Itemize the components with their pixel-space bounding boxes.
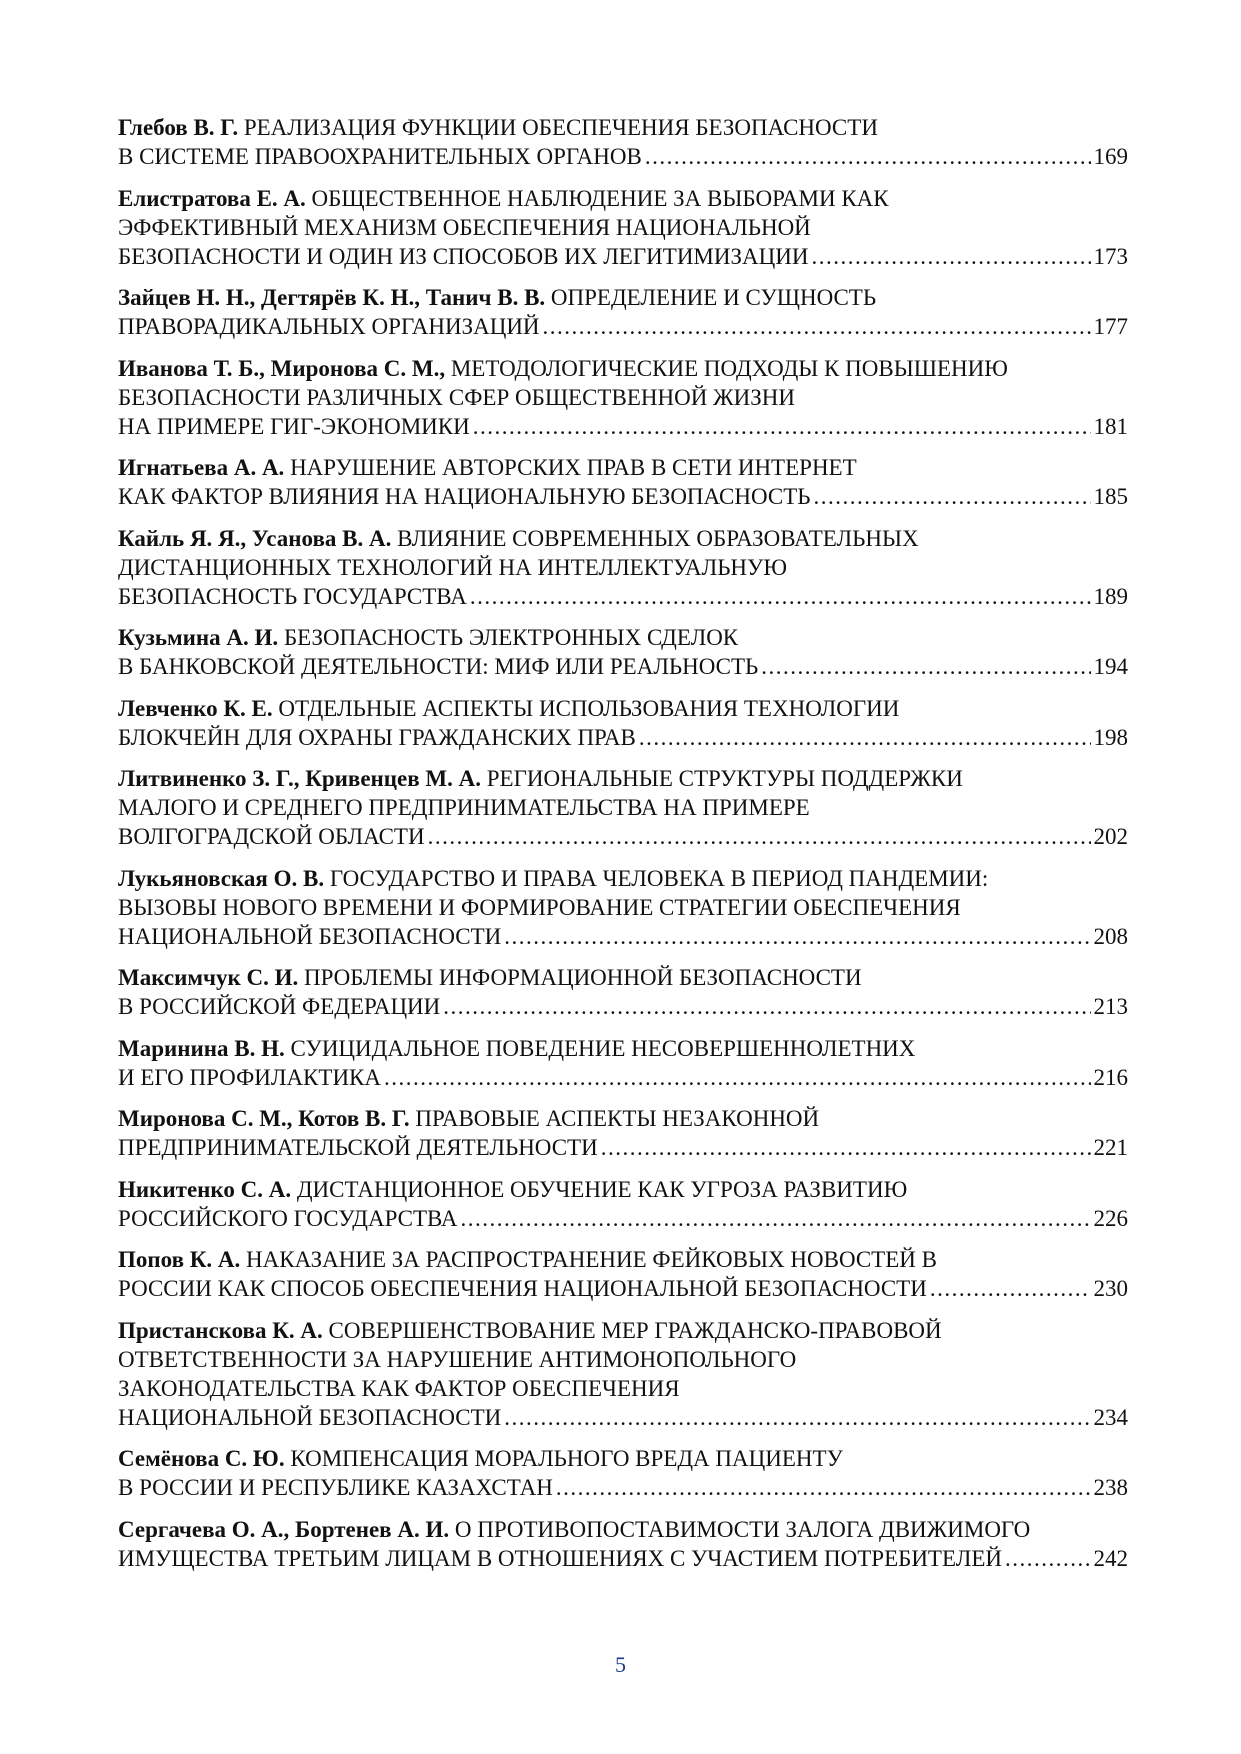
toc-entry-text — [118, 142, 642, 171]
toc-entry-page: 216 — [1093, 1064, 1128, 1090]
toc-entry-line — [118, 1034, 1128, 1063]
toc-entry-title: ОТДЕЛЬНЫЕ АСПЕКТЫ ИСПОЛЬЗОВАНИЯ ТЕХНОЛОГИИ — [278, 695, 900, 721]
toc-entry — [118, 694, 1128, 752]
toc-entry-page: 181 — [1093, 413, 1128, 439]
toc-entry-page: 189 — [1093, 583, 1128, 609]
toc-entry-line — [118, 1515, 1128, 1544]
toc-entry-last-line — [118, 822, 1128, 851]
toc-entry-line — [118, 453, 1128, 482]
toc-entry-last-line — [118, 1403, 1128, 1432]
toc-entry-title: В РОССИИ И РЕСПУБЛИКЕ КАЗАХСТАН — [118, 1475, 553, 1500]
table-of-contents — [118, 113, 1128, 1585]
toc-entry-text — [118, 356, 1008, 381]
toc-entry-page: 177 — [1093, 314, 1128, 339]
toc-entry-last-line — [118, 312, 1128, 341]
dot-leader — [428, 822, 1091, 851]
dot-leader — [556, 1473, 1091, 1502]
dot-leader — [443, 992, 1090, 1021]
toc-entry-title: И ЕГО ПРОФИЛАКТИКА — [118, 1064, 382, 1090]
toc-entry-text — [118, 555, 787, 580]
toc-entry-text — [118, 1446, 843, 1471]
dot-leader — [1005, 1544, 1091, 1573]
toc-entry-last-line — [118, 1544, 1128, 1573]
toc-entry — [118, 1104, 1128, 1162]
dot-leader — [811, 242, 1090, 271]
toc-entry-page: 234 — [1093, 1404, 1128, 1430]
toc-entry-page: 242 — [1093, 1545, 1128, 1571]
toc-entry-title: БЕЗОПАСНОСТЬ ЭЛЕКТРОННЫХ СДЕЛОК — [283, 625, 739, 650]
toc-entry-title: НАЦИОНАЛЬНОЙ БЕЗОПАСНОСТИ — [118, 923, 502, 949]
toc-entry-title: РЕАЛИЗАЦИЯ ФУНКЦИИ ОБЕСПЕЧЕНИЯ БЕЗОПАСНОСТИ — [243, 115, 878, 140]
toc-entry-last-line — [118, 1204, 1128, 1233]
dot-leader — [473, 412, 1091, 441]
toc-entry-line — [118, 213, 1128, 242]
page-number: 5 — [615, 1652, 626, 1677]
toc-entry-text — [118, 455, 857, 480]
toc-entry-title: ЭФФЕКТИВНЫЙ МЕХАНИЗМ ОБЕСПЕЧЕНИЯ НАЦИОНАЛЬНОЙ — [118, 214, 811, 240]
toc-entry-last-line — [118, 652, 1128, 681]
toc-entry-text — [118, 1177, 907, 1202]
toc-entry-authors: Маринина В. Н. — [118, 1035, 285, 1061]
dot-leader — [504, 1403, 1090, 1432]
toc-entry-title: НА ПРИМЕРЕ ГИГ-ЭКОНОМИКИ — [118, 413, 470, 439]
toc-entry-last-line — [118, 1473, 1128, 1502]
toc-entry-title: СУИЦИДАЛЬНОЕ ПОВЕДЕНИЕ НЕСОВЕРШЕННОЛЕТНИХ — [290, 1035, 916, 1061]
toc-entry-page: 169 — [1093, 144, 1128, 169]
toc-entry-authors: Пристанскова К. А. — [118, 1317, 323, 1343]
toc-entry — [118, 453, 1128, 511]
toc-entry-text — [118, 866, 988, 891]
toc-entry — [118, 1316, 1128, 1432]
toc-entry-text — [118, 1133, 598, 1162]
toc-entry-text — [118, 1544, 1002, 1573]
toc-entry-text — [118, 1376, 680, 1401]
toc-entry-title: ЗАКОНОДАТЕЛЬСТВА КАК ФАКТОР ОБЕСПЕЧЕНИЯ — [118, 1375, 680, 1401]
toc-entry-authors: Сергачева О. А., Бортенев А. И. — [118, 1516, 450, 1542]
toc-entry-title: ПРЕДПРИНИМАТЕЛЬСКОЙ ДЕЯТЕЛЬНОСТИ — [118, 1135, 598, 1160]
toc-entry — [118, 764, 1128, 851]
toc-entry-last-line — [118, 412, 1128, 441]
toc-entry-text — [118, 482, 810, 511]
toc-entry — [118, 113, 1128, 171]
toc-entry-text — [118, 1517, 1030, 1542]
toc-entry-last-line — [118, 922, 1128, 951]
dot-leader — [470, 582, 1091, 611]
dot-leader — [384, 1063, 1090, 1092]
toc-entry-text — [118, 242, 808, 271]
toc-entry-text — [118, 582, 467, 611]
toc-entry-text — [118, 992, 440, 1021]
toc-entry-title: ОПРЕДЕЛЕНИЕ И СУЩНОСТЬ — [550, 285, 877, 310]
toc-entry-text — [118, 965, 862, 990]
toc-entry-line — [118, 283, 1128, 312]
toc-entry-text — [118, 1403, 501, 1432]
toc-entry-title: В БАНКОВСКОЙ ДЕЯТЕЛЬНОСТИ: МИФ ИЛИ РЕАЛЬНОСТЬ — [118, 654, 759, 679]
toc-entry-line — [118, 1175, 1128, 1204]
toc-entry-last-line — [118, 582, 1128, 611]
toc-entry-title: ГОСУДАРСТВО И ПРАВА ЧЕЛОВЕКА В ПЕРИОД ПАНДЕМИИ: — [329, 865, 989, 891]
toc-entry — [118, 1515, 1128, 1573]
toc-entry-line — [118, 1104, 1128, 1133]
toc-entry-page: 173 — [1093, 243, 1128, 269]
toc-entry-title: В СИСТЕМЕ ПРАВООХРАНИТЕЛЬНЫХ ОРГАНОВ — [118, 144, 642, 169]
toc-entry — [118, 963, 1128, 1021]
toc-entry-authors: Попов К. А. — [118, 1247, 241, 1272]
toc-entry-last-line — [118, 992, 1128, 1021]
dot-leader — [761, 652, 1090, 681]
toc-entry-line — [118, 1245, 1128, 1274]
toc-entry — [118, 354, 1128, 441]
toc-entry-text — [118, 696, 899, 721]
toc-entry — [118, 1245, 1128, 1303]
toc-entry-title: НАКАЗАНИЕ ЗА РАСПРОСТРАНЕНИЕ ФЕЙКОВЫХ НОВОСТЕЙ В — [246, 1247, 937, 1272]
toc-entry-last-line — [118, 242, 1128, 271]
toc-entry-authors: Кузьмина А. И. — [118, 625, 279, 650]
toc-entry-title: ВЛИЯНИЕ СОВРЕМЕННЫХ ОБРАЗОВАТЕЛЬНЫХ — [397, 525, 919, 551]
toc-entry-title: КАК ФАКТОР ВЛИЯНИЯ НА НАЦИОНАЛЬНУЮ БЕЗОПАСНОСТЬ — [118, 484, 811, 509]
toc-entry-title: БЕЗОПАСНОСТИ РАЗЛИЧНЫХ СФЕР ОБЩЕСТВЕННОЙ ЖИЗНИ — [118, 384, 796, 410]
toc-entry-authors: Левченко К. Е. — [118, 695, 273, 721]
toc-entry-line — [118, 694, 1128, 723]
toc-entry-text — [118, 1473, 553, 1502]
toc-entry-text — [118, 526, 919, 551]
toc-entry-line — [118, 764, 1128, 793]
toc-entry-text — [118, 285, 876, 310]
toc-entry-title: ИМУЩЕСТВА ТРЕТЬИМ ЛИЦАМ В ОТНОШЕНИЯХ С УЧАСТИЕМ ПОТРЕБИТЕЛЕЙ — [118, 1545, 1002, 1571]
toc-entry-text — [118, 822, 425, 851]
toc-entry-authors: Иванова Т. Б., Миронова С. М., — [118, 355, 446, 381]
toc-entry-last-line — [118, 1063, 1128, 1092]
toc-entry-title: ПРАВОРАДИКАЛЬНЫХ ОРГАНИЗАЦИЙ — [118, 314, 540, 339]
toc-entry-title: ВЫЗОВЫ НОВОГО ВРЕМЕНИ И ФОРМИРОВАНИЕ СТРАТЕГИИ ОБЕСПЕЧЕНИЯ — [118, 894, 961, 920]
toc-entry-title: В РОССИЙСКОЙ ФЕДЕРАЦИИ — [118, 994, 441, 1019]
toc-entry-page: 202 — [1093, 824, 1128, 849]
toc-entry-title: ДИСТАНЦИОННОЕ ОБУЧЕНИЕ КАК УГРОЗА РАЗВИТИЮ — [296, 1176, 908, 1202]
toc-entry-text — [118, 115, 878, 140]
toc-entry-text — [118, 186, 889, 211]
toc-entry-text — [118, 625, 738, 650]
toc-entry — [118, 524, 1128, 611]
toc-entry-authors: Глебов В. Г. — [118, 115, 239, 140]
toc-entry-title: ПРАВОВЫЕ АСПЕКТЫ НЕЗАКОННОЙ — [415, 1106, 820, 1131]
toc-entry-text — [118, 1347, 796, 1372]
toc-entry-last-line — [118, 142, 1128, 171]
toc-entry-line — [118, 623, 1128, 652]
toc-entry-text — [118, 1036, 915, 1061]
toc-entry-page: 194 — [1093, 654, 1128, 679]
toc-entry-text — [118, 895, 961, 920]
toc-entry — [118, 1034, 1128, 1092]
toc-entry-page: 213 — [1093, 994, 1128, 1019]
toc-entry — [118, 1444, 1128, 1502]
toc-entry-title: МЕТОДОЛОГИЧЕСКИЕ ПОДХОДЫ К ПОВЫШЕНИЮ — [450, 355, 1008, 381]
toc-entry-page: 238 — [1093, 1475, 1128, 1500]
toc-entry — [118, 1175, 1128, 1233]
dot-leader — [601, 1133, 1091, 1162]
toc-entry-text — [118, 1106, 819, 1131]
dot-leader — [639, 723, 1091, 752]
toc-entry-authors: Миронова С. М., Котов В. Г. — [118, 1106, 410, 1131]
dot-leader — [504, 922, 1090, 951]
toc-entry-page: 226 — [1093, 1205, 1128, 1231]
toc-entry-line — [118, 184, 1128, 213]
toc-entry — [118, 184, 1128, 271]
dot-leader — [813, 482, 1090, 511]
toc-entry-title: БЕЗОПАСНОСТЬ ГОСУДАРСТВА — [118, 583, 467, 609]
toc-entry-authors: Елистратова Е. А. — [118, 185, 306, 211]
toc-entry — [118, 283, 1128, 341]
toc-entry-text — [118, 1063, 381, 1092]
toc-entry-text — [118, 1204, 458, 1233]
toc-entry-line — [118, 864, 1128, 893]
toc-entry-title: НАЦИОНАЛЬНОЙ БЕЗОПАСНОСТИ — [118, 1404, 502, 1430]
toc-entry-authors: Лукьяновская О. В. — [118, 865, 325, 891]
toc-entry-title: КОМПЕНСАЦИЯ МОРАЛЬНОГО ВРЕДА ПАЦИЕНТУ — [290, 1446, 843, 1471]
toc-entry-line — [118, 1345, 1128, 1374]
toc-entry-text — [118, 766, 963, 791]
toc-entry-line — [118, 963, 1128, 992]
toc-entry-title: БЛОКЧЕЙН ДЛЯ ОХРАНЫ ГРАЖДАНСКИХ ПРАВ — [118, 724, 636, 750]
toc-entry-line — [118, 553, 1128, 582]
toc-entry-title: ОБЩЕСТВЕННОЕ НАБЛЮДЕНИЕ ЗА ВЫБОРАМИ КАК — [311, 185, 889, 211]
toc-entry-authors: Игнатьева А. А. — [118, 455, 285, 480]
toc-entry — [118, 864, 1128, 951]
toc-entry-text — [118, 795, 810, 820]
toc-entry-title: РОССИИ КАК СПОСОБ ОБЕСПЕЧЕНИЯ НАЦИОНАЛЬНОЙ БЕЗОПАСНОСТИ — [118, 1276, 927, 1301]
toc-entry-title: СОВЕРШЕНСТВОВАНИЕ МЕР ГРАЖДАНСКО-ПРАВОВОЙ — [328, 1317, 942, 1343]
toc-entry-authors: Семёнова С. Ю. — [118, 1446, 285, 1471]
toc-entry-page: 221 — [1093, 1135, 1128, 1160]
toc-entry-title: МАЛОГО И СРЕДНЕГО ПРЕДПРИНИМАТЕЛЬСТВА НА ПРИМЕРЕ — [118, 795, 810, 820]
toc-entry-text — [118, 1318, 942, 1343]
toc-entry-last-line — [118, 1274, 1128, 1303]
toc-entry-last-line — [118, 723, 1128, 752]
toc-entry-line — [118, 354, 1128, 383]
toc-entry-text — [118, 412, 470, 441]
toc-entry-title: ДИСТАНЦИОННЫХ ТЕХНОЛОГИЙ НА ИНТЕЛЛЕКТУАЛЬНУЮ — [118, 554, 787, 580]
toc-entry-line — [118, 383, 1128, 412]
toc-entry-page: 185 — [1093, 484, 1128, 509]
toc-entry-line — [118, 1444, 1128, 1473]
dot-leader — [461, 1204, 1091, 1233]
toc-entry-title: РЕГИОНАЛЬНЫЕ СТРУКТУРЫ ПОДДЕРЖКИ — [486, 766, 963, 791]
toc-entry-authors: Зайцев Н. Н., Дегтярёв К. Н., Танич В. В. — [118, 285, 546, 310]
toc-entry-line — [118, 524, 1128, 553]
toc-entry-text — [118, 1274, 927, 1303]
dot-leader — [543, 312, 1091, 341]
toc-entry-line — [118, 1316, 1128, 1345]
toc-entry-text — [118, 922, 501, 951]
toc-entry-text — [118, 723, 636, 752]
toc-entry-page: 198 — [1093, 724, 1128, 750]
toc-entry-authors: Литвиненко З. Г., Кривенцев М. А. — [118, 766, 482, 791]
toc-entry-title: ВОЛГОГРАДСКОЙ ОБЛАСТИ — [118, 824, 425, 849]
toc-entry-page: 208 — [1093, 923, 1128, 949]
toc-entry-last-line — [118, 482, 1128, 511]
dot-leader — [930, 1274, 1091, 1303]
dot-leader — [645, 142, 1091, 171]
toc-entry-title: НАРУШЕНИЕ АВТОРСКИХ ПРАВ В СЕТИ ИНТЕРНЕТ — [290, 455, 857, 480]
toc-entry-text — [118, 385, 795, 410]
toc-entry-page: 230 — [1093, 1276, 1128, 1301]
toc-entry-authors: Максимчук С. И. — [118, 965, 299, 990]
toc-entry-text — [118, 652, 758, 681]
toc-entry-authors: Кайль Я. Я., Усанова В. А. — [118, 525, 392, 551]
toc-entry-title: БЕЗОПАСНОСТИ И ОДИН ИЗ СПОСОБОВ ИХ ЛЕГИТИМИЗАЦИИ — [118, 243, 809, 269]
toc-entry-title: РОССИЙСКОГО ГОСУДАРСТВА — [118, 1205, 458, 1231]
toc-entry-title: ПРОБЛЕМЫ ИНФОРМАЦИОННОЙ БЕЗОПАСНОСТИ — [304, 965, 862, 990]
toc-entry-line — [118, 1374, 1128, 1403]
toc-entry-line — [118, 793, 1128, 822]
toc-entry — [118, 623, 1128, 681]
toc-entry-title: О ПРОТИВОПОСТАВИМОСТИ ЗАЛОГА ДВИЖИМОГО — [454, 1516, 1031, 1542]
toc-entry-authors: Никитенко С. А. — [118, 1176, 292, 1202]
toc-entry-title: ОТВЕТСТВЕННОСТИ ЗА НАРУШЕНИЕ АНТИМОНОПОЛЬНОГО — [118, 1346, 797, 1372]
toc-entry-line — [118, 113, 1128, 142]
toc-entry-last-line — [118, 1133, 1128, 1162]
toc-entry-line — [118, 893, 1128, 922]
toc-entry-text — [118, 312, 540, 341]
toc-entry-text — [118, 215, 811, 240]
toc-entry-text — [118, 1247, 937, 1272]
